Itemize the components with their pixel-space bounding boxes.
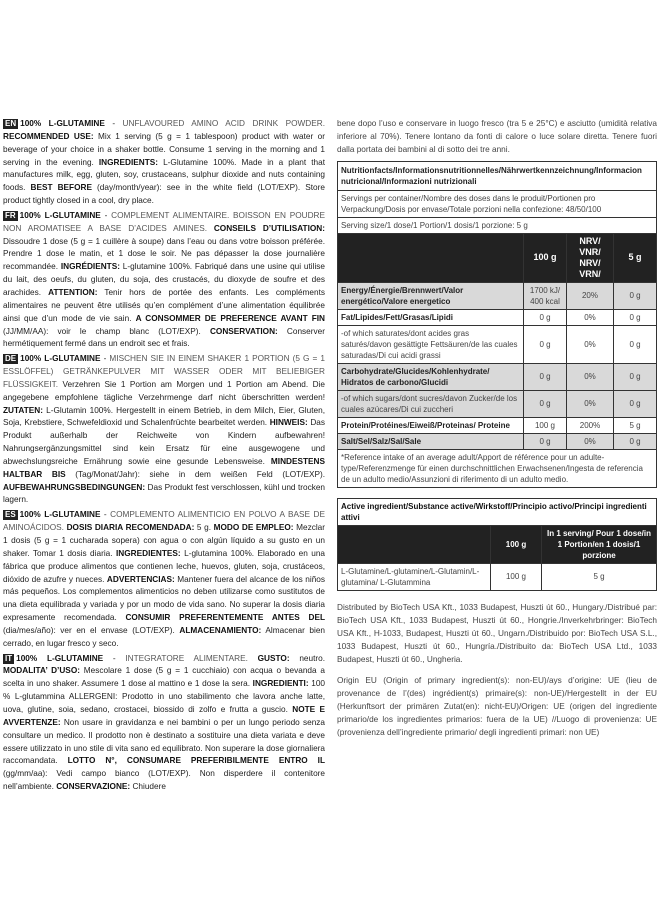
lang-tag-en: EN [5, 119, 17, 128]
cons-text-it: Chiudere [130, 782, 166, 792]
nutrient-100g: 0 g [524, 433, 567, 449]
nutrient-100g: 1700 kJ/ 400 kcal [524, 282, 567, 309]
att-label-de: HINWEIS: [269, 418, 308, 428]
nutrient-100g: 100 g [524, 417, 567, 433]
separator: - [100, 510, 111, 520]
nutrient-row [338, 390, 657, 417]
ing-text-en: L-Glutamine 100%. Made in a plant that manufactures milk, egg, gluten, soy, crustaceans, sulphur dioxide and nuts containing foods. [3, 157, 326, 193]
nutrient-label: Salt/Sel/Salz/Sal/Sale [338, 433, 524, 449]
nutrient-nrv: 0% [567, 363, 614, 390]
rec-text-fr: Dissoudre 1 dose (5 g = 1 cuillère à soupe) dans l’eau ou dans votre boisson préférée. Prendre 1 dose le matin, et 1 dose le soir. Ne pas dépasser la dose journalière recommandée. [3, 236, 325, 272]
active-label: L-Glutamine/L-glutamine/L-Glutamin/L-glutamina/ L-Glutammina [338, 563, 491, 590]
section-de [3, 353, 325, 507]
best-label-es: CONSUMIR PREFERENTEMENTE ANTES DEL [125, 613, 325, 623]
nutrient-100g: 0 g [524, 325, 567, 363]
mode-label-es: MODO DE EMPLEO: [213, 523, 294, 533]
nutrient-nrv: 0% [567, 390, 614, 417]
section-it [3, 653, 325, 794]
section-fr [3, 210, 325, 351]
ing-text-fr: L-glutamine 100%. Fabriqué dans une usine qui utilise du lait, des oeufs, du gluten, du soja, des crustacés, du dioxyde de soufre et des arachides. [3, 262, 325, 297]
ing-label-es: INGREDIENTES: [116, 548, 181, 558]
nutrient-row [338, 417, 657, 433]
nutrition-table [337, 161, 657, 488]
flav-label-it: GUSTO: [257, 653, 290, 663]
product-title-de: 100% L-GLUTAMINE [20, 354, 101, 364]
header-nrv: NRV/ VNR/ NRV/ VRN/ [567, 233, 614, 282]
nutrient-100g: 0 g [524, 309, 567, 325]
nutrient-5g: 0 g [614, 282, 657, 309]
active-serving: 5 g [542, 563, 657, 590]
att-text-de: Das Produkt außerhalb der Reichweite von Kindern aufbewahren! Nahrungsergänzungsmittel sind kein Ersatz für eine ausgewogene und abwechslungsreiche Ernährung sowie eine gesunde Lebensweise. [3, 418, 325, 466]
nutrient-5g: 0 g [614, 390, 657, 417]
flav-text-it: neutro. [289, 653, 325, 663]
section-es [3, 509, 325, 650]
header-100g: 100 g [524, 233, 567, 282]
subtitle-de: MISCHEN SIE IN EINEM SHAKER 1 PORTION (5 G = 1 ESSLÖFFEL) GETRÄNKEPULVER MIT WASSER ODER MIT BELIEBIGER FLÜSSIGKEIT. [3, 354, 325, 389]
cons-label-de: AUFBEWAHRUNGSBEDINGUNGEN: [3, 482, 146, 492]
cons-label-es: ALMACENAMIENTO: [179, 625, 262, 635]
active-ingredient-title: Active ingredient/Substance active/Wirkstoff/Principio activo/Principi ingredienti attivi [338, 498, 657, 525]
rec-text-es: 5 g. [194, 523, 211, 533]
separator: - [100, 354, 110, 364]
nutrient-nrv: 0% [567, 433, 614, 449]
section-en [3, 118, 325, 208]
rec-text-de: Verzehren Sie 1 Portion am Morgen und 1 Portion am Abend. Die angegebene empfohlene tägliche Verzehrmenge darf nicht überschritten werden! [3, 379, 325, 402]
att-text-it: Non usare in gravidanza e nei bambini o per un lungo periodo senza consultare un medico. Il prodotto non è destinato a sostituire una dieta variata e deve essere utilizzato in uno stile di vita sano ed equilibrato. Non superare la dose giornaliera raccomandata. [3, 717, 325, 766]
nutrient-label: -of which sugars/dont sucres/davon Zucker/de los cuales azúcares/Di cui zuccheri [338, 390, 524, 417]
rec-label-fr: CONSEILS D’UTILISATION: [213, 223, 326, 233]
nutrient-nrv: 200% [567, 417, 614, 433]
nutrient-row [338, 325, 657, 363]
best-text-fr: (JJ/MM/AA): voir le champ blanc (LOT/EXP). [3, 326, 201, 336]
header-5g: 5 g [614, 233, 657, 282]
servings-per-container: Servings per container/Nombre des doses dans le produit/Portionen pro Verpackung/Dosis por envase/Totale porzioni nella confezione: 48/50/100 [338, 190, 657, 217]
nutrient-5g: 0 g [614, 433, 657, 449]
att-label-fr: ATTENTION: [48, 287, 98, 297]
cons-label-it: CONSERVAZIONE: [56, 782, 131, 792]
lang-tag-es: ES [5, 510, 16, 520]
ing-text-de: L-Glutamin 100%. Hergestellt in einem Betrieb, in dem Milch, Eier, Gluten, Soja, Krebstiere, Schwefeldioxid und Schalenfrüchte bearbeitet werden. [3, 405, 325, 428]
rec-text-it: Mescolare 1 dose (5 g = 1 cucchiaio) con acqua o bevanda a scelta in uno shaker. Assumere 1 dose al mattino e 1 dose la sera. [3, 666, 325, 689]
lang-tag-fr: FR [5, 210, 16, 220]
active-ingredient-table [337, 498, 657, 591]
ing-label-en: INGREDIENTS: [98, 157, 159, 167]
best-label-fr: A CONSOMMER DE PREFERENCE AVANT FIN [135, 313, 325, 323]
att-text-fr: Tenir hors de portée des enfants. Les compléments alimentaires ne peuvent être utilisés qu’en complément d’une alimentation équilibrée ainsi que d’un mode de vie sain. [3, 287, 325, 323]
rec-label-it: MODALITA’ D’USO: [3, 666, 80, 676]
att-label-it: NOTE E AVVERTENZE: [3, 704, 325, 727]
active-header-serving: In 1 serving/ Pour 1 dose/in 1 Portion/en 1 dosis/1 porzione [542, 525, 657, 563]
nutrient-5g: 0 g [614, 363, 657, 390]
product-title-es: 100% L-GLUTAMINE [19, 510, 101, 520]
nutrient-100g: 0 g [524, 390, 567, 417]
header-blank [338, 233, 524, 282]
subtitle-fr: COMPLEMENT ALIMENTAIRE. BOISSON EN POUDRE NON AROMATISEE A BASE D’ACIDES AMINES. [3, 210, 326, 233]
nutrient-nrv: 0% [567, 325, 614, 363]
att-label-es: ADVERTENCIAS: [106, 574, 175, 584]
storage-text: bene dopo l’uso e conservare in luogo fresco (tra 5 e 25°C) e asciutto (umidità relativa inferiore al 70%). Tenere lontano da fonti di calore o luce solare diretta. Tenere fuori dalla portata dei bambini al di sotto dei tre anni. [337, 119, 657, 154]
cons-label-fr: CONSERVATION: [209, 326, 278, 336]
best-label-en: BEST BEFORE [30, 183, 92, 193]
cons-text-fr: Conserver hermétiquement fermé dans un endroit sec et frais. [3, 326, 325, 349]
nutrient-label: -of which saturates/dont acides gras saturés/davon gesättigte Fettsäuren/de las cuales saturadas/Di cui acidi grassi [338, 325, 524, 363]
nutrient-label: Protein/Protéines/Eiweiß/Proteinas/ Proteine [338, 417, 524, 433]
right-column [337, 118, 657, 747]
rec-label-en: RECOMMENDED USE: [3, 131, 94, 141]
nutrient-row [338, 433, 657, 449]
lang-tag-it: IT [5, 653, 13, 663]
nutrient-nrv: 20% [567, 282, 614, 309]
mode-text-es: Mezclar 1 dosis (5 g = 1 cucharada sopera) con agua o con algún líquido a su gusto en un shaker. Tomar 1 dosis diaria. [3, 523, 325, 558]
best-label-it: LOTTO N°, CONSUMARE PREFERIBILMENTE ENTRO IL [67, 756, 325, 766]
separator: - [103, 653, 126, 663]
nutrient-5g: 5 g [614, 417, 657, 433]
nutrient-5g: 0 g [614, 309, 657, 325]
rec-text-en: Mix 1 serving (5 g = 1 tablespoon) product with water or beverage of your choice in a shaker bottle. Consume 1 serving in the morning and 1 serving in the evening. [3, 131, 325, 167]
best-text-it: (gg/mm/aa): Vedi campo bianco (LOT/EXP). Non disperdere il contenitore nell’ambiente. [3, 769, 325, 792]
nutrient-5g: 0 g [614, 325, 657, 363]
cons-text-es: Almacenar bien cerrado, en lugar fresco y seco. [3, 625, 325, 648]
nutrient-row [338, 282, 657, 309]
subtitle-en: UNFLAVOURED AMINO ACID DRINK POWDER. [122, 119, 325, 128]
lang-tag-de: DE [5, 354, 17, 364]
nutrient-row [338, 309, 657, 325]
best-label-de: MINDESTENS HALTBAR BIS [3, 456, 325, 479]
active-header-blank [338, 525, 491, 563]
product-title-fr: 100% L-GLUTAMINE [19, 210, 101, 220]
active-header-100g: 100 g [491, 525, 542, 563]
active-row [338, 563, 657, 590]
separator: - [104, 119, 123, 128]
ing-label-it: INGREDIENTI: [252, 679, 309, 689]
product-title-en: 100% L-GLUTAMINE [20, 119, 105, 128]
nutrient-nrv: 0% [567, 309, 614, 325]
separator: - [100, 210, 112, 220]
best-text-es: (dia/mes/año): ver en el envase (LOT/EXP). [3, 625, 175, 635]
distribution-block [337, 601, 657, 739]
cons-text-de: Das Produkt fest verschlossen, kühl und trocken lagern. [3, 482, 325, 505]
ing-text-it: 100 % L-glutammina ALLERGENI: Prodotto in uno stabilimento che lavora anche latte, uova, glutine, soia, sedano, crostacei, biossido di zolfo e frutta a guscio. [3, 679, 325, 714]
label-text-column [3, 118, 325, 796]
nutrition-title: Nutritionfacts/Informationsnutritionnelles/Nährwertkennzeichnung/Informacion nutricional/Informazioni nutrizionali [338, 161, 657, 190]
nutrient-label: Fat/Lipides/Fett/Grasas/Lipidi [338, 309, 524, 325]
best-text-en: (day/month/year): see in the white field (LOT/EXP). Store product tightly closed in a cool, dry place. [3, 183, 325, 206]
rec-label-es: DOSIS DIARIA RECOMENDADA: [66, 523, 195, 533]
nutrient-100g: 0 g [524, 363, 567, 390]
distributor-text: Distributed by BioTech USA Kft., 1033 Budapest, Huszti út 60., Hungary./Distribué par: BioTech USA Kft., 1033 Budapest, Huszti út 60., Hongrie./Inverkehrbringer: BioTech USA Kft., H-1033, Budapest, Huszti út 60., Ungarn./Distribuido por: BioTech USA S.L., 1033 Budapest, Huszti út 60., Hungría./Distribuito da: BioTech USA Ltd., 1033 Budapest, Huszti út 60., Ungheria. [337, 602, 657, 664]
subtitle-it: INTEGRATORE ALIMENTARE. [125, 653, 248, 663]
nutrient-label: Carbohydrate/Glucides/Kohlenhydrate/ Hidratos de carbono/Glucidi [338, 363, 524, 390]
ing-text-es: L-glutamina 100%. Elaborado en una fábrica que produce alimentos que contienen leche, huevos, gluten, soja, crustáceos, dióxido de azufre y nueces. [3, 548, 326, 584]
subtitle-es: COMPLEMENTO ALIMENTICIO EN POLVO A BASE DE AMINOÁCIDOS. [3, 510, 325, 533]
serving-size: Serving size/1 dose/1 Portion/1 dosis/1 porzione: 5 g [338, 217, 657, 233]
ing-label-fr: INGRÉDIENTS: [60, 262, 120, 272]
product-title-it: 100% L-GLUTAMINE [16, 653, 104, 663]
active-100g: 100 g [491, 563, 542, 590]
origin-text: Origin EU (Origin of primary ingredient(s): non-EU)/ays d’origine: UE (lieu de provenance de l’(des) ingrédient(s) primaire(s): non-UE)/Hergestellt in der EU (Herkunftsort der primären Zutat(en): nicht-EU)/Origen: UE (origen del ingrediente primario/de los ingredientes primarios: fuera de la UE) //Luogo di provenienza: UE (provenienza dell’ingrediente primario/ degli ingredienti primari: non UE) [337, 675, 657, 737]
nutrient-row [338, 363, 657, 390]
att-text-es: Mantener fuera del alcance de los niños más pequeños. Los complementos alimenticios no deben utilizarse como sustitutos de una dieta equilibrada y variada y por un modo de vida sano. No superar la dosis diaria expresamente recomendada. [3, 574, 325, 623]
nutrient-label: Energy/Énergie/Brennwert/Valor energético/Valore energetico [338, 282, 524, 309]
ing-label-de: ZUTATEN: [3, 405, 44, 415]
best-text-de: (Tag/Monat/Jahr): siehe in dem weißen Feld (LOT/EXP). [65, 469, 325, 479]
reference-intake-footnote: *Reference intake of an average adult/Apport de référence pour un adulte-type/Referenzmenge für einen durchschnittlichen Erwachsenen/Ingesta de referencia de un adulto medio/Assunzioni di riferimento di un adulto medio. [338, 449, 657, 487]
